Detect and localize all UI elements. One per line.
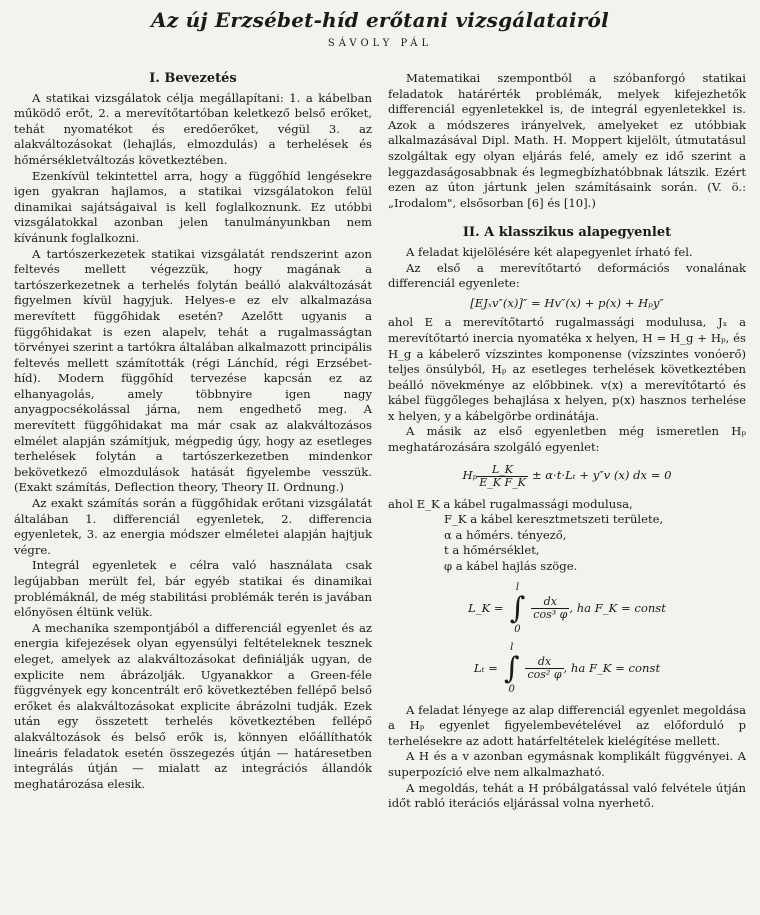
eq4-condition: , ha F_K = const	[563, 660, 661, 675]
integral-sign	[510, 583, 526, 635]
eq3-fraction	[531, 596, 569, 621]
paragraph: Az exakt számítás során a függőhidak erőtani vizsgálatát általában 1. differenciál egyenletek, 2. differencia egyenletek, 3. az energia módszer elméletei alapján hajtjuk végre.	[14, 496, 372, 557]
two-column-body	[14, 71, 746, 812]
definition-item: F_K a kábel keresztmetszeti területe,	[444, 512, 664, 527]
right-column	[388, 71, 746, 812]
equation-hp	[388, 464, 746, 489]
paragraph: Ezenkívül tekintettel arra, hogy a függőhíd lengésekre igen gyakran hajlamos, a statikai vizsgálatokon felül dinamikai sajátságaival is kell foglalkoznunk. Ez utóbbi vizsgálatokkal azonban jelen tanulmányunkban nem kívánunk foglalkozni.	[14, 168, 372, 245]
eq3-denominator: cos³ φ	[533, 608, 568, 622]
eq4-lhs: Lₜ =	[473, 660, 498, 675]
definition-item: t a hőmérséklet,	[444, 543, 540, 558]
equation-lt	[388, 643, 746, 695]
paragraph: A mechanika szempontjából a differenciál egyenlet és az energia kifejezések olyan egyensúlyi feltételeknek tesznek eleget, amelyek az alakváltozásokat definiálják ugyan, de explicite nem ábrázolják. Ugyanakkor a Green-féle függvények egy koncentrált erő következtében fellépő belső erőket és alakváltozásokat explicite ábrázolni tudják. Ezek után egy összetett terhelés következtében fellépő alakváltozások és belső erők is, könnyen előállíthatók lineáris feladatok esetén összegezés útján — határesetben integrálás útján — mialatt az integrációs állandók meghatározása elesik.	[14, 620, 372, 791]
paragraph: ahol E a merevítőtartó rugalmassági modulusa, Jₓ a merevítőtartó inercia nyomatéka x helyen, H = H_g + Hₚ, és H_g a kábelerő vízszintes komponense (vízszintes vonóerő) teljes önsúlyból, Hₚ az esetleges terhelések következtében beálló növekménye az előbbinek. v(x) a merevítőtartó és kábel függőleges behajlása x helyen, p(x) hasznos terhelése x helyen, y a kábelgörbe ordinátája.	[388, 315, 746, 423]
article-title: Az új Erzsébet-híd erőtani vizsgálatairól	[151, 8, 609, 32]
paragraph: A feladat kijelölésére két alapegyenlet írható fel.	[406, 244, 693, 259]
eq2-lhs: Hₚ	[462, 468, 478, 483]
eq3-upper-limit: l	[515, 581, 520, 593]
eq4-fraction	[525, 656, 563, 681]
eq4-denominator: cos² φ	[527, 668, 562, 682]
eq2-denominator: E_K F_K	[479, 475, 526, 489]
eq3-lower-limit: 0	[514, 623, 521, 635]
equation-differential: [EJₓv″(x)]″ = Hv″(x) + p(x) + Hₚy″	[470, 295, 664, 310]
section-heading-intro: I. Bevezetés	[149, 71, 237, 86]
eq4-numerator: dx	[525, 656, 563, 669]
paragraph: A feladat lényege az alap differenciál egyenlet megoldása a Hₚ egyenlet figyelembevételével az előforduló p terhelésekre az adott határfeltételek kielégítése mellett.	[388, 702, 746, 748]
eq2-numerator: L_K	[477, 464, 528, 477]
equation-lk	[388, 583, 746, 635]
definition-list	[388, 497, 746, 575]
integral-sign	[504, 643, 520, 695]
integral-icon: ∫	[509, 590, 526, 626]
paragraph: Az első a merevítőtartó deformációs vonalának differenciál egyenlete:	[388, 260, 746, 291]
paragraph: Matematikai szempontból a szóbanforgó statikai feladatok határérték problémák, melyek kifejezhetők differenciál egyenletekkel is, de integrál egyenletekkel is. Azok a módszeres irányelvek, amelyeket ez utóbbiak alkalmazásával Dipl. Math. H. Moppert kijelölt, útmutatásul szolgáltak egy olyan eljárás felé, amely ez idő szerint a leggazdaságosabbnak és legmegbízhatóbbnak látszik. Ezért ezen az úton jártunk jelen számításaink során. (V. ö.: „Irodalom", elsősorban [6] és [10].)	[388, 71, 746, 210]
eq3-numerator: dx	[531, 596, 569, 609]
left-column	[14, 71, 372, 812]
eq3-condition: , ha F_K = const	[569, 600, 666, 615]
paragraph: A tartószerkezetek statikai vizsgálatát rendszerint azon feltevés mellett végezzük, hogy magának a tartószerkezetnek a terhelés folytán beálló alakváltozását figyelmen kívül hagyjuk. Helyes-e ez elv alkalmazása merevített függőhidak esetén? Azelőtt ugyanis a függőhidakat is ezen alapelv, tehát a rugalmasságtan törvényei szerint a tartókra általában alkalmazott principális feltevés mellett számították (régi Lánchíd, régi Erzsébet-híd). Modern függőhíd tervezése kapcsán ez az elhanyagolás, amely többnyire igen nagy anyagpocsékolással járna, nem engedhető meg. A merevített függőhidakat ma már csak az alakváltozásos elmélet alapján számítjuk, mégpedig úgy, hogy az esetleges terhelések folytán a tartószerkezetben mindenkor bekövetkező elmozdulások hatását figyelembe vesszük. (Exakt számítás, Deflection theory, Theory II. Ordnung.)	[14, 246, 372, 495]
section-heading-basic-equation: II. A klasszikus alapegyenlet	[462, 225, 672, 241]
paragraph: Integrál egyenletek e célra való használata csak legújabban merült fel, bár egyéb statikai és dinamikai problémáknál, de még stabilitási problémák terén is javában előnyösen éltünk velük.	[14, 558, 372, 620]
integral-icon: ∫	[503, 650, 520, 686]
author-name: SÁVOLY PÁL	[327, 38, 433, 49]
paragraph: A H és a v azonban egymásnak komplikált függvényei. A superpozíció elve nem alkalmazható.	[388, 749, 746, 779]
definition-lead: ahol E_K a kábel rugalmassági modulusa,	[388, 496, 633, 511]
paragraph: A statikai vizsgálatok célja megállapítani: 1. a kábelban működő erőt, 2. a merevítőtartóban keletkező belső erőket, tehát nyomatékot és eredőerőket, végül 3. az alakváltozásokat (lehajlás, elmozdulás) a terhelések és hőmérsékletváltozás következtében.	[14, 90, 372, 167]
definition-item: φ a kábel hajlás szöge.	[444, 559, 578, 574]
definition-item: α a hőmérs. tényező,	[444, 527, 567, 542]
paragraph: A megoldás, tehát a H próbálgatással való felvétele útján időt rabló iterációs eljárással volna nyerhető.	[388, 780, 746, 811]
eq4-upper-limit: l	[510, 641, 514, 653]
paragraph: A másik az első egyenletben még ismeretlen Hₚ meghatározására szolgáló egyenlet:	[388, 424, 746, 455]
eq2-rhs: ± α·t·Lₜ + y″v (x) dx = 0	[531, 468, 672, 483]
eq4-lower-limit: 0	[508, 683, 515, 695]
eq2-fraction	[477, 464, 528, 489]
eq3-lhs: L_K =	[468, 600, 504, 615]
